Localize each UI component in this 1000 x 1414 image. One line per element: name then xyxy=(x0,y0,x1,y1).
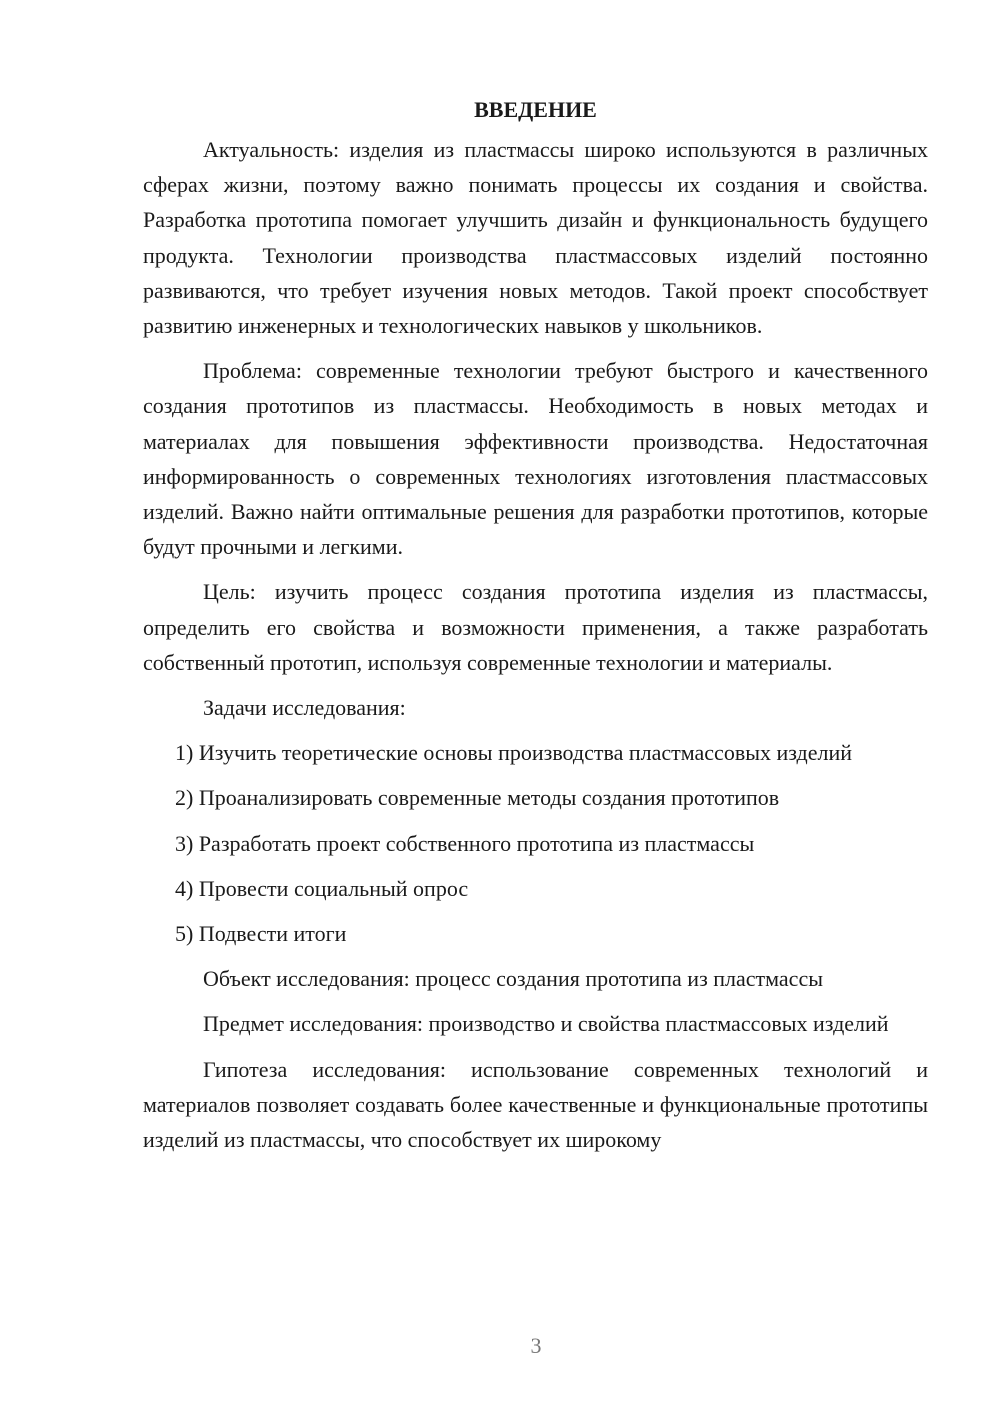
task-item-4: 4) Провести социальный опрос xyxy=(175,875,469,901)
task-item-1: 1) Изучить теоретические основы производства пластмассовых изделий xyxy=(175,740,853,766)
document-page xyxy=(143,92,928,1167)
problem-paragraph: Проблема: современные технологии требуют быстрого и качественного создания прототипов из пластмассы. Необходимость в новых методах и материалах для повышения эффективности производства. Недостаточная информированность о современных технологиях изготовления пластмассовых изделий. Важно найти оптимальные решения для разработки прототипов, которые будут прочными и легкими. xyxy=(143,358,928,560)
relevance-paragraph: Актуальность: изделия из пластмассы широко используются в различных сферах жизни, поэтому важно понимать процессы их создания и свойства. Разработка прототипа помогает улучшить дизайн и функциональность будущего продукта. Технологии производства пластмассовых изделий постоянно развиваются, что требует изучения новых методов. Такой проект способствует развитию инженерных и технологических навыков у школьников. xyxy=(143,137,928,339)
page-number: 3 xyxy=(530,1333,542,1358)
task-item-2: 2) Проанализировать современные методы создания прототипов xyxy=(175,785,780,811)
object-paragraph: Объект исследования: процесс создания прототипа из пластмассы xyxy=(203,966,823,992)
goal-paragraph: Цель: изучить процесс создания прототипа изделия из пластмассы, определить его свойства и возможности применения, а также разработать собственный прототип, используя современные технологии и материалы. xyxy=(143,579,928,675)
hypothesis-paragraph: Гипотеза исследования: использование современных технологий и материалов позволяет создавать более качественные и функциональные прототипы изделий из пластмассы, что способствует их широкому xyxy=(143,1056,928,1153)
subject-paragraph: Предмет исследования: производство и свойства пластмассовых изделий xyxy=(203,1011,889,1037)
task-item-5: 5) Подвести итоги xyxy=(175,921,347,947)
section-title: ВВЕДЕНИЕ xyxy=(474,97,597,122)
tasks-heading: Задачи исследования: xyxy=(203,695,406,721)
task-item-3: 3) Разработать проект собственного прототипа из пластмассы xyxy=(175,830,755,856)
